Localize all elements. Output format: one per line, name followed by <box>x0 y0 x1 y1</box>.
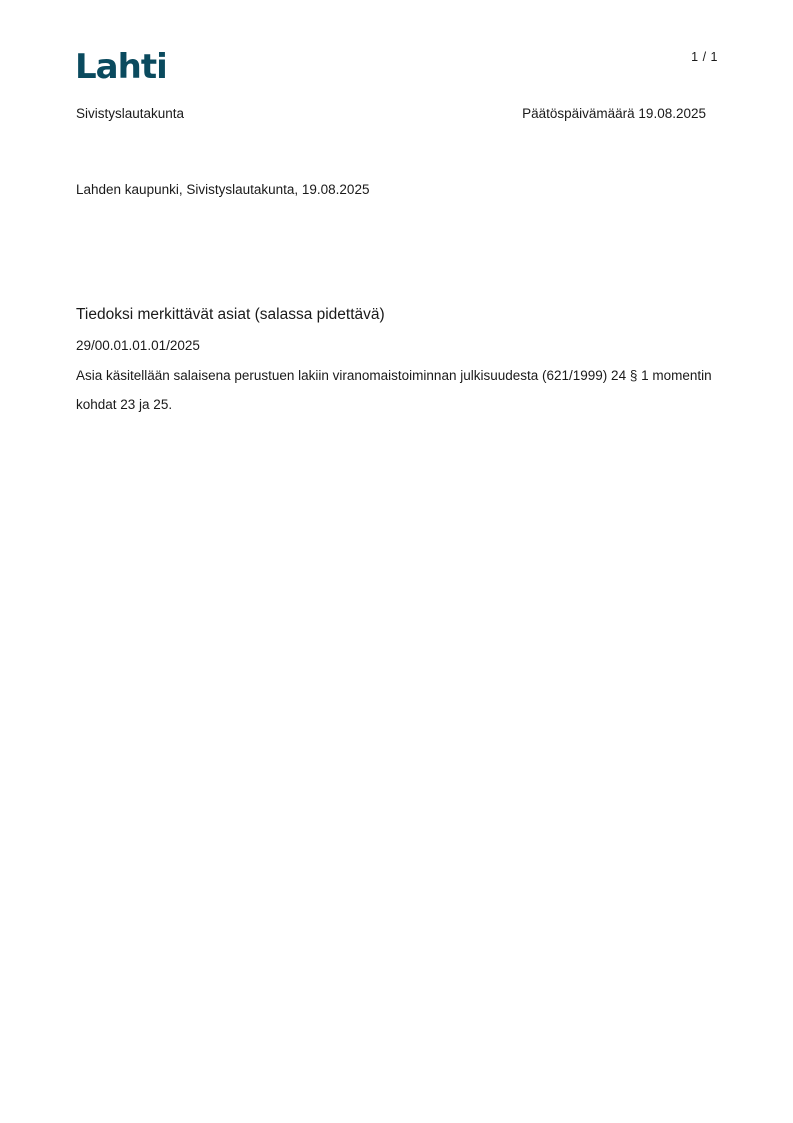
diary-number: 29/00.01.01.01/2025 <box>76 338 200 353</box>
logo-wordmark: Lahti <box>75 48 167 82</box>
lahti-logo <box>75 48 167 82</box>
page-number: 1 / 1 <box>691 50 718 64</box>
issuing-body: Sivistyslautakunta <box>76 106 185 121</box>
agenda-item-body: Asia käsitellään salaisena perustuen lakiin viranomaistoiminnan julkisuudesta (621/1999) 24 § 1 momentin kohdat 23 ja 25. <box>76 368 712 412</box>
decision-date: Päätöspäivämäärä 19.08.2025 <box>522 106 706 121</box>
agenda-item <box>76 306 716 419</box>
meeting-line: Lahden kaupunki, Sivistyslautakunta, 19.08.2025 <box>76 182 370 197</box>
agenda-item-title: Tiedoksi merkittävät asiat (salassa pidettävä) <box>76 306 385 323</box>
document-header <box>76 106 706 121</box>
